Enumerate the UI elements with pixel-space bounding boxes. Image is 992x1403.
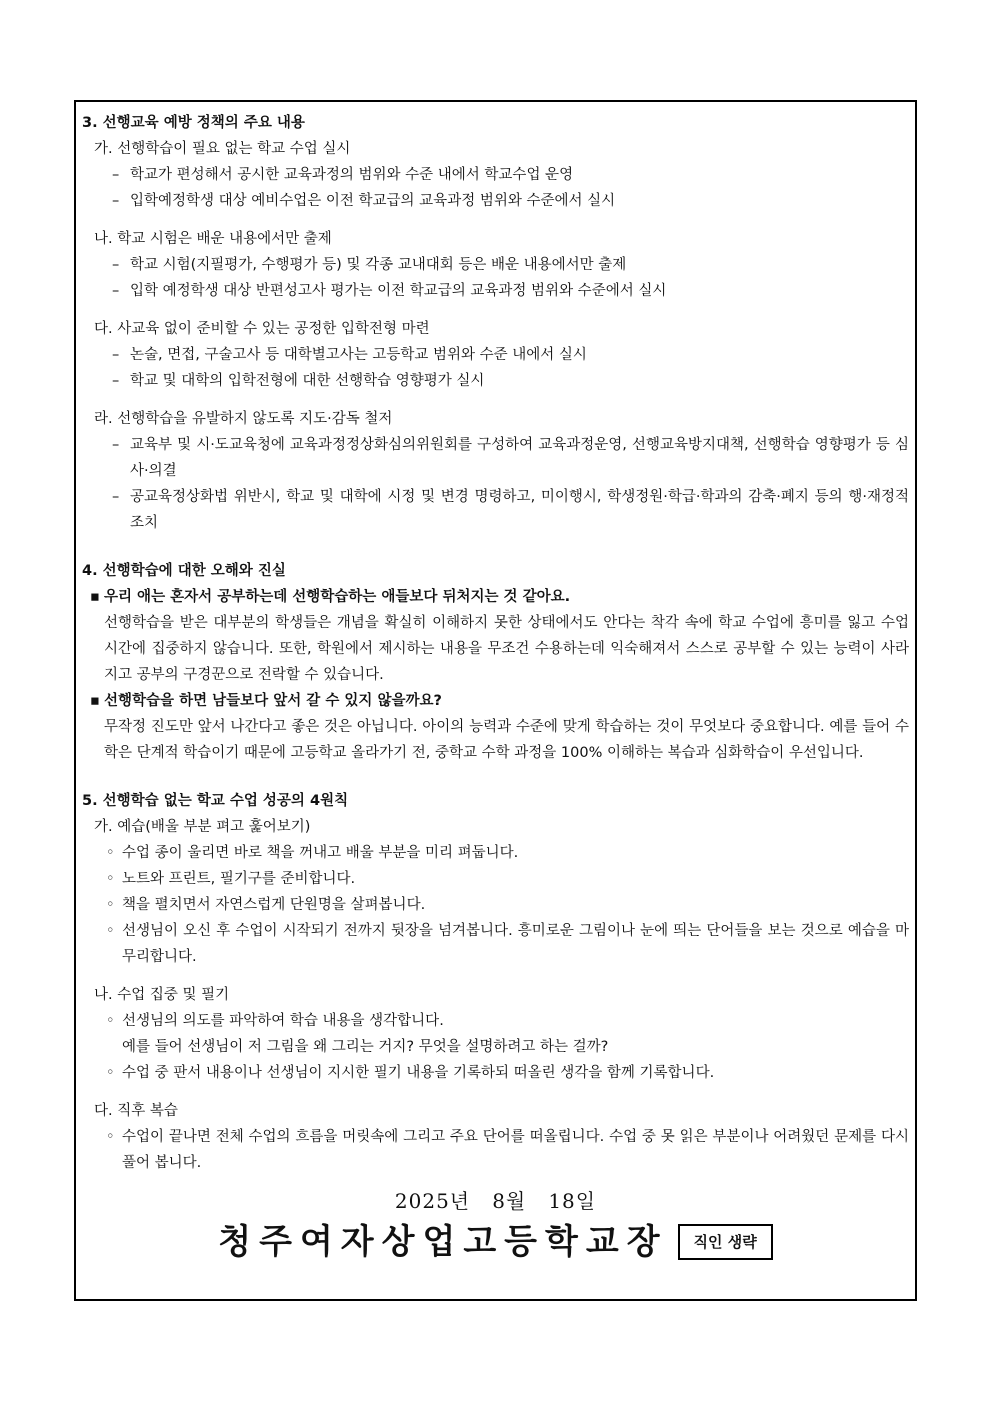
list-item: – 논술, 면접, 구술고사 등 대학별고사는 고등학교 범위와 수준 내에서 실시 [112, 342, 909, 368]
circle-marker: ◦ [106, 1065, 115, 1081]
section-3-na-title: 나. 학교 시험은 배운 내용에서만 출제 [94, 231, 332, 247]
list-item: – 학교가 편성해서 공시한 교육과정의 범위와 수준 내에서 학교수업 운영 [112, 162, 909, 188]
document-frame [74, 100, 917, 1301]
principal-title: 청주여자상업고등학교장 [218, 1222, 668, 1262]
list-item: ◦ 수업이 끝나면 전체 수업의 흐름을 머릿속에 그리고 주요 단어를 떠올립니다. 수업 중 못 읽은 부분이나 어려웠던 문제를 다시 풀어 봅니다. [106, 1124, 909, 1176]
circle-marker: ◦ [106, 845, 115, 861]
circle-marker: ◦ [106, 1013, 115, 1029]
question-2: ▪ 선행학습을 하면 남들보다 앞서 갈 수 있지 않을까요? [90, 688, 909, 714]
dash-marker: – [112, 437, 120, 453]
list-item: – 공교육정상화법 위반시, 학교 및 대학에 시정 및 변경 명령하고, 미이행시, 학생정원·학급·학과의 감축·폐지 등의 행·재정적 조치 [112, 484, 909, 536]
list-item: ◦ 책을 펼치면서 자연스럽게 단원명을 살펴봅니다. [106, 892, 909, 918]
list-item: ◦ 수업 중 판서 내용이나 선생님이 지시한 필기 내용을 기록하되 떠올린 생각을 함께 기록합니다. [106, 1060, 909, 1086]
signature-row [82, 1224, 909, 1260]
circle-marker: ◦ [106, 871, 115, 887]
dash-marker: – [112, 193, 120, 209]
dash-marker: – [112, 283, 120, 299]
circle-marker: ◦ [106, 923, 115, 939]
list-item: ◦ 선생님이 오신 후 수업이 시작되기 전까지 뒷장을 넘겨봅니다. 흥미로운 그림이나 눈에 띄는 단어들을 보는 것으로 예습을 마무리합니다. [106, 918, 909, 970]
document-date: 2025년 8월 18일 [394, 1189, 597, 1213]
list-item: ◦ 선생님의 의도를 파악하여 학습 내용을 생각합니다. [106, 1008, 909, 1034]
list-item: – 학교 및 대학의 입학전형에 대한 선행학습 영향평가 실시 [112, 368, 909, 394]
section-4-title: 4. 선행학습에 대한 오해와 진실 [82, 563, 286, 579]
document-content [82, 110, 909, 1260]
section-5-da-title: 다. 직후 복습 [94, 1103, 178, 1119]
answer-2: 무작정 진도만 앞서 나간다고 좋은 것은 아닙니다. 아이의 능력과 수준에 맞게 학습하는 것이 무엇보다 중요합니다. 예를 들어 수학은 단계적 학습이기 때문에 고등학교 올라가기 전, 중학교 수학 과정을 100% 이해하는 복습과 심화학습이 우선입니다. [104, 719, 909, 761]
dash-marker: – [112, 167, 120, 183]
square-marker: ▪ [90, 693, 100, 709]
list-item: – 입학 예정학생 대상 반편성고사 평가는 이전 학교급의 교육과정 범위와 수준에서 실시 [112, 278, 909, 304]
section-3-da-title: 다. 사교육 없이 준비할 수 있는 공정한 입학전형 마련 [94, 321, 430, 337]
list-item: – 입학예정학생 대상 예비수업은 이전 학교급의 교육과정 범위와 수준에서 실시 [112, 188, 909, 214]
list-item: ◦ 노트와 프린트, 필기구를 준비합니다. [106, 866, 909, 892]
section-5-na-title: 나. 수업 집중 및 필기 [94, 987, 230, 1003]
dash-marker: – [112, 373, 120, 389]
list-item-continuation: 예를 들어 선생님이 저 그림을 왜 그리는 거지? 무엇을 설명하려고 하는 걸까? [122, 1039, 609, 1055]
circle-marker: ◦ [106, 1129, 115, 1145]
dash-marker: – [112, 347, 120, 363]
square-marker: ▪ [90, 589, 100, 605]
dash-marker: – [112, 489, 120, 505]
section-3-ga-title: 가. 선행학습이 필요 없는 학교 수업 실시 [94, 141, 351, 157]
list-item: – 학교 시험(지필평가, 수행평가 등) 및 각종 교내대회 등은 배운 내용에서만 출제 [112, 252, 909, 278]
list-item: – 교육부 및 시·도교육청에 교육과정정상화심의위원회를 구성하여 교육과정운영, 선행교육방지대책, 선행학습 영향평가 등 심사·의결 [112, 432, 909, 484]
dash-marker: – [112, 257, 120, 273]
answer-1: 선행학습을 받은 대부분의 학생들은 개념을 확실히 이해하지 못한 상태에서도 안다는 착각 속에 학교 수업에 흥미를 잃고 수업 시간에 집중하지 않습니다. 또한, 학원에서 제시하는 내용을 무조건 수용하는데 익숙해져서 스스로 공부할 수 있는 능력이 사라지고 공부의 구경꾼으로 전락할 수 있습니다. [104, 615, 909, 683]
section-3-ra-title: 라. 선행학습을 유발하지 않도록 지도·감독 철저 [94, 411, 393, 427]
section-3-title: 3. 선행교육 예방 정책의 주요 내용 [82, 115, 305, 131]
seal-omitted-box: 직인 생략 [678, 1224, 773, 1260]
section-5-ga-title: 가. 예습(배울 부분 펴고 훑어보기) [94, 819, 311, 835]
list-item: ◦ 수업 종이 울리면 바로 책을 꺼내고 배울 부분을 미리 펴둡니다. [106, 840, 909, 866]
circle-marker: ◦ [106, 897, 115, 913]
question-1: ▪ 우리 애는 혼자서 공부하는데 선행학습하는 애들보다 뒤처지는 것 같아요. [90, 584, 909, 610]
section-5-title: 5. 선행학습 없는 학교 수업 성공의 4원칙 [82, 793, 349, 809]
